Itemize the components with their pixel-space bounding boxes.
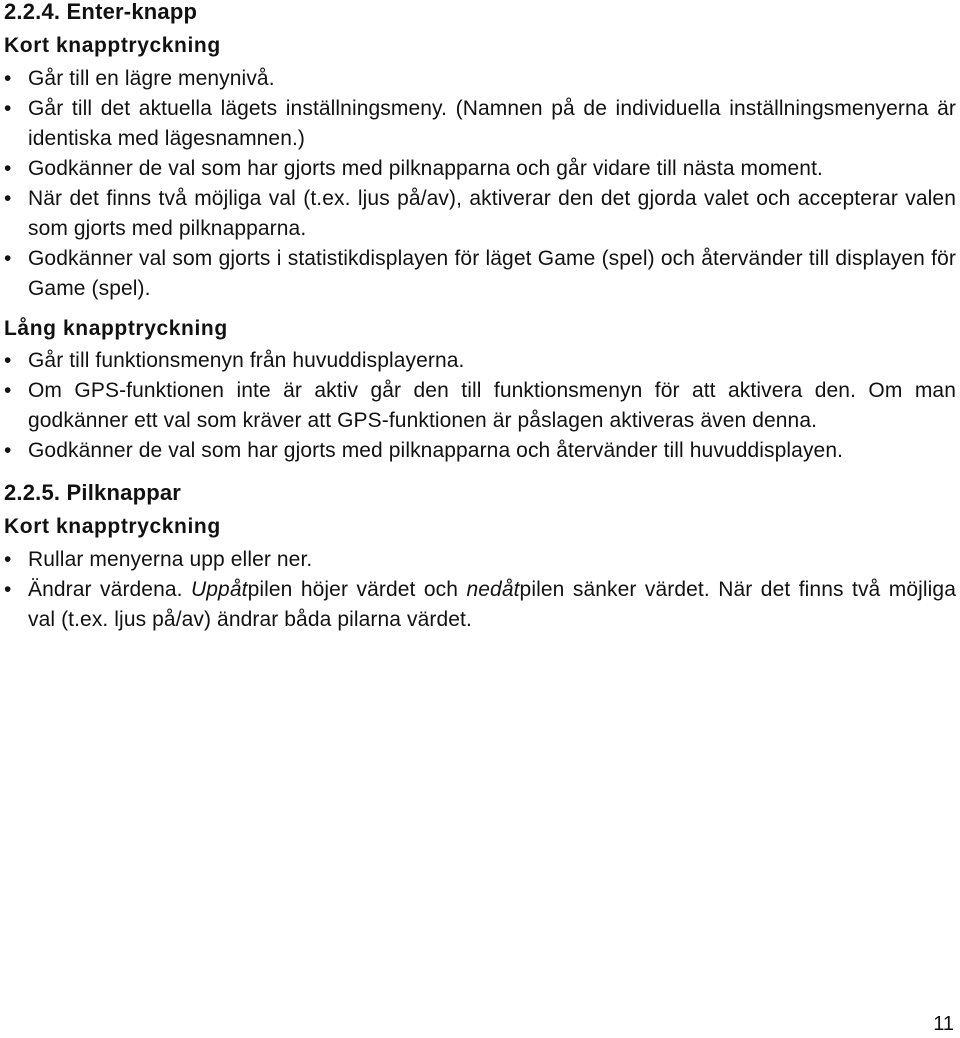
list-item-text: Godkänner de val som har gjorts med pilknapparna och går vidare till nästa moment. [28,157,823,180]
list-item [4,436,956,466]
list-item-text: Ändrar värdena. [28,578,192,601]
subheading-short-press: Kort knapptryckning [4,515,221,538]
bullet: • [4,349,12,372]
subheading-long-press: Lång knapptryckning [4,317,228,340]
bullet: • [4,548,12,571]
short-press-list [4,64,956,304]
list-item-text: Går till en lägre menynivå. [28,67,275,90]
list-item-text: När det finns två möjliga val (t.ex. ljus på/av), aktiverar den det gjorda valet och accepterar valen som gjorts med pilknapparna. [28,187,956,240]
list-item [4,64,956,94]
long-press-list [4,346,956,466]
bullet: • [4,157,12,180]
list-item-text: Godkänner val som gjorts i statistikdisplayen för läget Game (spel) och återvänder till displayen för Game (spel). [28,247,956,300]
list-item-text: Rullar menyerna upp eller ner. [28,548,313,571]
emphasis-text: nedåt [466,578,520,601]
page-number: 11 [933,1013,954,1035]
list-item [4,575,956,635]
list-item-text: Går till funktionsmenyn från huvuddisplayerna. [28,349,465,372]
list-item-text: Går till det aktuella lägets inställningsmeny. (Namnen på de individuella inställningsmenyerna är identiska med lägesnamnen.) [28,97,956,150]
list-item [4,346,956,376]
document-page [4,0,956,635]
bullet: • [4,247,12,270]
bullet: • [4,97,12,120]
section-heading-enter: 2.2.4. Enter-knapp [4,0,198,24]
list-item [4,545,956,575]
list-item [4,154,956,184]
bullet: • [4,578,12,601]
bullet: • [4,379,12,402]
list-item-text: Godkänner de val som har gjorts med pilknapparna och återvänder till huvuddisplayen. [28,439,844,462]
list-item-text: pilen sänker värdet. När det finns två möjliga val (t.ex. ljus på/av) ändrar båda pilarna värdet. [28,578,956,631]
list-item-text: pilen höjer värdet och [247,578,467,601]
list-item [4,184,956,244]
list-item-text: Om GPS-funktionen inte är aktiv går den till funktionsmenyn för att aktivera den. Om man godkänner ett val som kräver att GPS-funktionen är påslagen aktiveras även denna. [28,379,956,432]
subheading-short-press: Kort knapptryckning [4,34,221,57]
arrows-short-press-list [4,545,956,635]
bullet: • [4,187,12,210]
list-item [4,244,956,304]
list-item [4,376,956,436]
bullet: • [4,439,12,462]
section-heading-arrows: 2.2.5. Pilknappar [4,480,182,505]
list-item [4,94,956,154]
bullet: • [4,67,12,90]
emphasis-text: Uppåt [191,578,248,601]
